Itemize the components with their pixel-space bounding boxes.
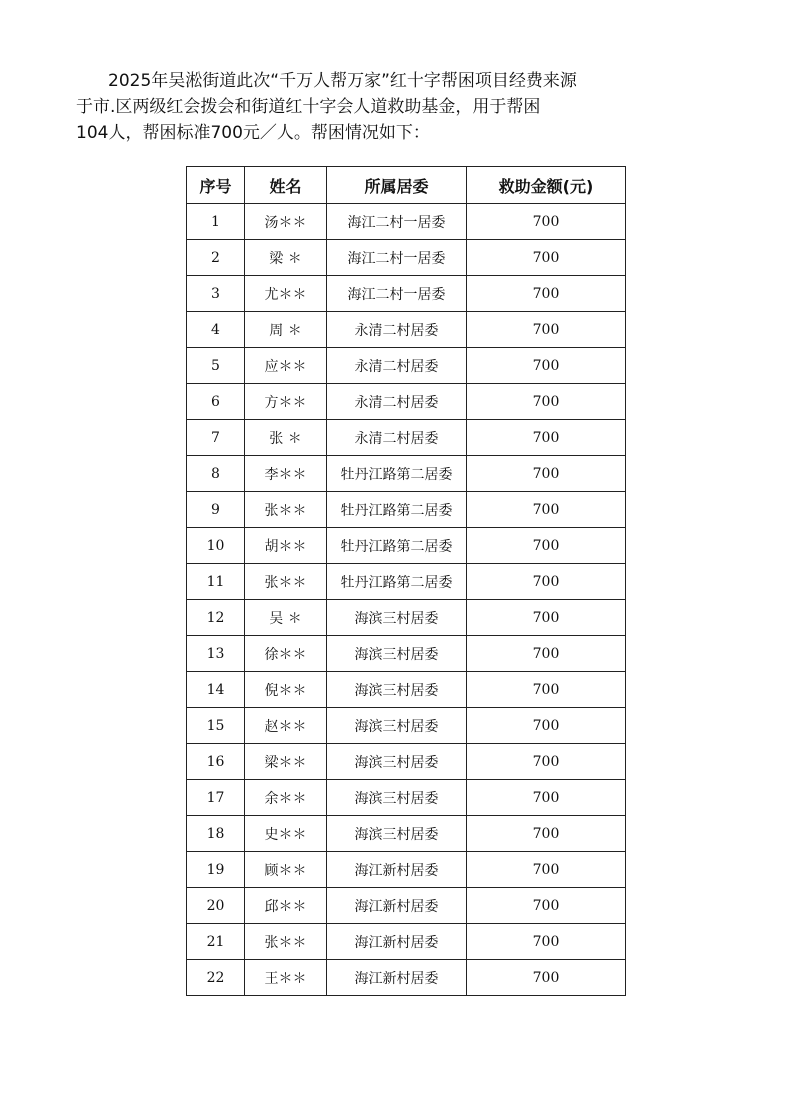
- cell-committee: 海江新村居委: [327, 924, 467, 960]
- cell-name: 张＊＊: [245, 564, 327, 600]
- cell-committee: 牡丹江路第二居委: [327, 456, 467, 492]
- cell-index: 21: [187, 924, 245, 960]
- header-name: 姓名: [245, 167, 327, 204]
- cell-name: 赵＊＊: [245, 708, 327, 744]
- aid-recipients-table: [186, 166, 626, 996]
- table-row: [187, 384, 626, 420]
- cell-index: 8: [187, 456, 245, 492]
- cell-amount: 700: [467, 600, 626, 636]
- cell-committee: 海滨三村居委: [327, 780, 467, 816]
- cell-name: 余＊＊: [245, 780, 327, 816]
- table-row: [187, 312, 626, 348]
- cell-name: 梁＊＊: [245, 744, 327, 780]
- cell-committee: 海江二村一居委: [327, 204, 467, 240]
- cell-name: 张 ＊: [245, 420, 327, 456]
- table-row: [187, 240, 626, 276]
- cell-name: 应＊＊: [245, 348, 327, 384]
- cell-index: 16: [187, 744, 245, 780]
- cell-index: 10: [187, 528, 245, 564]
- cell-amount: 700: [467, 960, 626, 996]
- table-row: [187, 420, 626, 456]
- cell-name: 徐＊＊: [245, 636, 327, 672]
- table-row: [187, 276, 626, 312]
- cell-amount: 700: [467, 204, 626, 240]
- cell-index: 11: [187, 564, 245, 600]
- table-row: [187, 924, 626, 960]
- header-index: 序号: [187, 167, 245, 204]
- cell-name: 胡＊＊: [245, 528, 327, 564]
- cell-name: 张＊＊: [245, 492, 327, 528]
- cell-amount: 700: [467, 672, 626, 708]
- header-committee: 所属居委: [327, 167, 467, 204]
- table-row: [187, 852, 626, 888]
- table-row: [187, 204, 626, 240]
- cell-amount: 700: [467, 492, 626, 528]
- cell-name: 吴 ＊: [245, 600, 327, 636]
- cell-index: 2: [187, 240, 245, 276]
- cell-index: 7: [187, 420, 245, 456]
- table-row: [187, 816, 626, 852]
- cell-name: 邱＊＊: [245, 888, 327, 924]
- cell-committee: 海江新村居委: [327, 852, 467, 888]
- cell-amount: 700: [467, 384, 626, 420]
- cell-index: 20: [187, 888, 245, 924]
- cell-name: 史＊＊: [245, 816, 327, 852]
- cell-index: 18: [187, 816, 245, 852]
- table-row: [187, 780, 626, 816]
- cell-amount: 700: [467, 636, 626, 672]
- cell-index: 1: [187, 204, 245, 240]
- cell-name: 周 ＊: [245, 312, 327, 348]
- cell-amount: 700: [467, 780, 626, 816]
- table-row: [187, 636, 626, 672]
- cell-index: 15: [187, 708, 245, 744]
- cell-index: 14: [187, 672, 245, 708]
- table-header-row: [187, 167, 626, 204]
- cell-amount: 700: [467, 276, 626, 312]
- cell-amount: 700: [467, 528, 626, 564]
- cell-name: 王＊＊: [245, 960, 327, 996]
- table-row: [187, 492, 626, 528]
- cell-name: 李＊＊: [245, 456, 327, 492]
- cell-amount: 700: [467, 240, 626, 276]
- cell-amount: 700: [467, 816, 626, 852]
- intro-line: 2025年吴淞街道此次“千万人帮万家”红十字帮困项目经费来源: [108, 71, 577, 91]
- cell-index: 13: [187, 636, 245, 672]
- cell-index: 22: [187, 960, 245, 996]
- cell-index: 19: [187, 852, 245, 888]
- cell-name: 顾＊＊: [245, 852, 327, 888]
- cell-committee: 海江新村居委: [327, 888, 467, 924]
- intro-line: 104人，帮困标准700元／人。帮困情况如下：: [76, 123, 430, 143]
- table-row: [187, 456, 626, 492]
- intro-paragraph: [76, 68, 636, 146]
- cell-committee: 永清二村居委: [327, 348, 467, 384]
- cell-committee: 海滨三村居委: [327, 744, 467, 780]
- cell-index: 17: [187, 780, 245, 816]
- cell-committee: 海滨三村居委: [327, 672, 467, 708]
- cell-amount: 700: [467, 744, 626, 780]
- cell-amount: 700: [467, 888, 626, 924]
- cell-name: 张＊＊: [245, 924, 327, 960]
- cell-committee: 海滨三村居委: [327, 708, 467, 744]
- cell-committee: 永清二村居委: [327, 420, 467, 456]
- cell-amount: 700: [467, 708, 626, 744]
- cell-index: 9: [187, 492, 245, 528]
- cell-amount: 700: [467, 456, 626, 492]
- intro-line: 于市.区两级红会拨会和街道红十字会人道救助基金，用于帮困: [76, 97, 541, 117]
- cell-committee: 海滨三村居委: [327, 816, 467, 852]
- cell-committee: 海江二村一居委: [327, 276, 467, 312]
- table-row: [187, 564, 626, 600]
- cell-committee: 牡丹江路第二居委: [327, 528, 467, 564]
- table-row: [187, 708, 626, 744]
- cell-committee: 牡丹江路第二居委: [327, 564, 467, 600]
- header-amount: 救助金额(元): [467, 167, 626, 204]
- table-row: [187, 960, 626, 996]
- cell-amount: 700: [467, 312, 626, 348]
- cell-amount: 700: [467, 852, 626, 888]
- cell-index: 3: [187, 276, 245, 312]
- cell-index: 4: [187, 312, 245, 348]
- table-body: [187, 204, 626, 996]
- cell-name: 尤＊＊: [245, 276, 327, 312]
- cell-index: 6: [187, 384, 245, 420]
- cell-committee: 海滨三村居委: [327, 600, 467, 636]
- cell-amount: 700: [467, 564, 626, 600]
- cell-name: 方＊＊: [245, 384, 327, 420]
- table-row: [187, 744, 626, 780]
- cell-amount: 700: [467, 924, 626, 960]
- cell-name: 梁 ＊: [245, 240, 327, 276]
- cell-index: 5: [187, 348, 245, 384]
- cell-name: 汤＊＊: [245, 204, 327, 240]
- table-row: [187, 528, 626, 564]
- cell-committee: 海江新村居委: [327, 960, 467, 996]
- cell-committee: 牡丹江路第二居委: [327, 492, 467, 528]
- cell-name: 倪＊＊: [245, 672, 327, 708]
- table-row: [187, 348, 626, 384]
- cell-committee: 永清二村居委: [327, 312, 467, 348]
- table-row: [187, 600, 626, 636]
- cell-amount: 700: [467, 348, 626, 384]
- cell-amount: 700: [467, 420, 626, 456]
- cell-committee: 海滨三村居委: [327, 636, 467, 672]
- cell-index: 12: [187, 600, 245, 636]
- cell-committee: 永清二村居委: [327, 384, 467, 420]
- table-row: [187, 672, 626, 708]
- cell-committee: 海江二村一居委: [327, 240, 467, 276]
- table-row: [187, 888, 626, 924]
